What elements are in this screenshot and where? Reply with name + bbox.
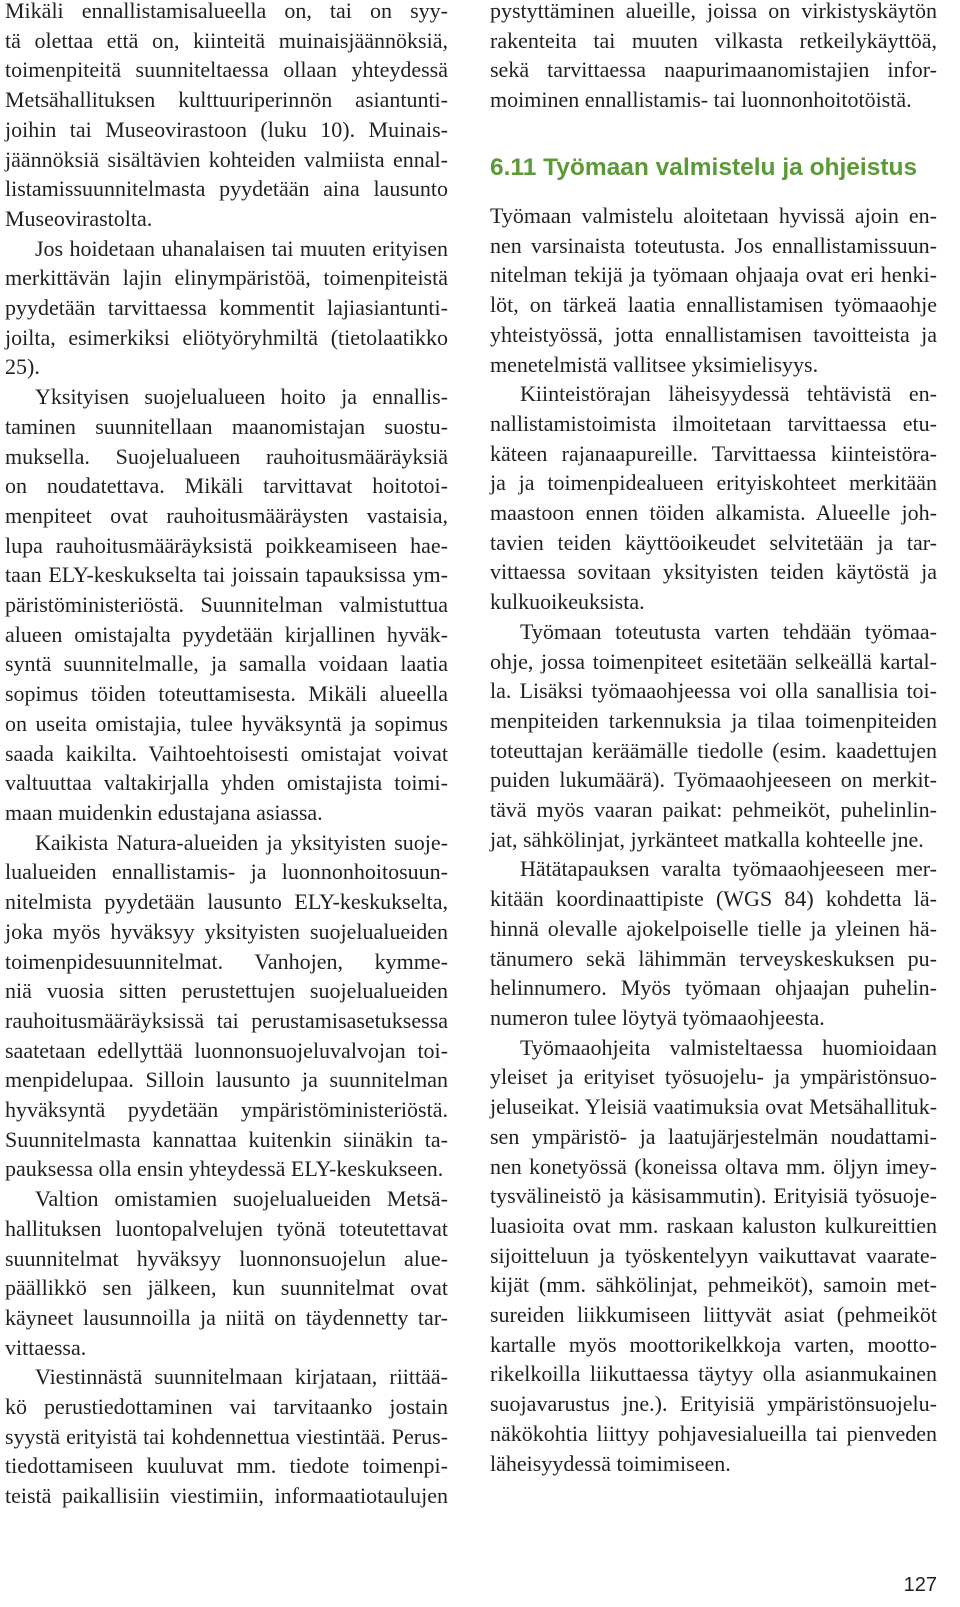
text-line: menpiteet ovat rauhoitusmääräysten vastaisia, bbox=[5, 502, 448, 528]
text-line: menpiteiden tarkennuksia ja tilaa toimenpiteiden bbox=[490, 707, 937, 733]
text-line: Työmaaohjeita valmisteltaessa huomioidaan bbox=[520, 1034, 937, 1060]
text-line: on useita omistajia, tulee hyväksyntä ja sopimus bbox=[5, 710, 448, 736]
text-line: hyväksyntä pyydetään ympäristöministeriöstä. bbox=[5, 1097, 448, 1123]
paragraph bbox=[5, 382, 448, 828]
text-line: pyydetään tarvittaessa kommentit lajiasiantunti- bbox=[5, 295, 448, 321]
text-line: löt, on tärkeä laatia ennallistamisen työmaaohje bbox=[490, 292, 937, 318]
text-line: saatetaan edellyttää luonnonsuojeluvalvojan toi- bbox=[5, 1037, 448, 1063]
text-line: tä olettaa että on, kiinteitä muinaisjäännöksiä, bbox=[5, 27, 448, 53]
text-line: sijoitteluun ja työskentelyyn vaikuttavat vaarate- bbox=[490, 1242, 937, 1268]
text-line: muksella. Suojelualueen rauhoitusmääräyksiä bbox=[5, 443, 448, 469]
text-line: jat, sähkölinjat, jyrkänteet matkalla kohteelle jne. bbox=[490, 826, 924, 852]
text-line: rauhoitusmääräyksissä tai perustamisasetuksessa bbox=[5, 1007, 448, 1033]
left-column bbox=[5, 0, 448, 1511]
text-line: maan muidenkin edustajana asiassa. bbox=[5, 799, 323, 825]
text-line: merkittävän lajin elinympäristöä, toimenpiteistä bbox=[5, 265, 448, 291]
text-line: yhteistyössä, jotta ennallistamisen tavoitteista ja bbox=[490, 321, 937, 347]
paragraph bbox=[490, 854, 937, 1032]
text-line: sureiden liikkumiseen liittyvät asiat (pehmeiköt bbox=[490, 1302, 937, 1328]
text-line: käteen rajanaapureille. Tarvittaessa kiinteistöra- bbox=[490, 440, 937, 466]
text-line: Yksityisen suojelualueen hoito ja ennallis- bbox=[35, 384, 448, 410]
text-line: joihin tai Museovirastoon (luku 10). Muinais- bbox=[5, 116, 448, 142]
text-line: la. Lisäksi työmaaohjeessa voi olla sanallisia toi- bbox=[490, 678, 937, 704]
text-line: listamissuunnitelmasta pyydetään aina lausunto bbox=[5, 176, 448, 202]
text-line: lualueiden ennallistamis- ja luonnonhoitosuun- bbox=[5, 859, 448, 885]
text-line: on noudatettava. Mikäli tarvittavat hoitotoi- bbox=[5, 473, 448, 499]
text-line: päällikkö sen jälkeen, kun suunnitelmat ovat bbox=[5, 1275, 448, 1301]
text-line: pystyttäminen alueille, joissa on virkistyskäytön bbox=[490, 0, 937, 23]
text-line: kitään koordinaattipiste (WGS 84) kohdetta lä- bbox=[490, 886, 937, 912]
text-line: maastoon ennen töiden alkamista. Alueelle joh- bbox=[490, 500, 937, 526]
text-line: Hätätapauksen varalta työmaaohjeeseen mer- bbox=[520, 856, 937, 882]
paragraph bbox=[490, 1033, 937, 1479]
text-line: taminen suunnitellaan maanomistajan suostu- bbox=[5, 413, 448, 439]
text-line: tiedottamiseen kuuluvat mm. tiedote toimenpi- bbox=[5, 1453, 448, 1479]
text-line: alueen omistajalta pyydetään kirjallinen hyväk- bbox=[5, 621, 448, 647]
text-line: pauksessa olla ensin yhteydessä ELY-keskukseen. bbox=[5, 1156, 444, 1182]
text-line: sen ympäristö- ja laatujärjestelmän noudattami- bbox=[490, 1123, 937, 1149]
paragraph bbox=[490, 617, 937, 855]
text-line: rakenteita tai muuten vilkasta retkeilykäyttöä, bbox=[490, 27, 937, 53]
text-line: suunnitelmat hyväksyy luonnonsuojelun alue- bbox=[5, 1245, 448, 1271]
text-line: Kaikista Natura-alueiden ja yksityisten suoje- bbox=[35, 829, 448, 855]
text-line: moiminen ennallistamis- tai luonnonhoitotöistä. bbox=[490, 87, 912, 113]
text-line: syntä suunnitelmalle, ja samalla voidaan laatia bbox=[5, 651, 448, 677]
text-line: sopimus töiden toteuttamisesta. Mikäli alueella bbox=[5, 681, 448, 707]
text-line: päristöministeriöstä. Suunnitelman valmistuttua bbox=[5, 592, 448, 618]
text-line: nen konetyössä (koneissa oltava mm. öljyn imey- bbox=[490, 1153, 937, 1179]
paragraph bbox=[5, 0, 448, 234]
text-line: sekä tarvittaessa naapurimaanomistajien infor- bbox=[490, 57, 937, 83]
text-line: nitelman tekijä ja työmaan ohjaaja ovat eri henki- bbox=[490, 262, 937, 288]
page-number: 127 bbox=[903, 1574, 937, 1596]
text-line: luasioita ovat mm. raskaan kaluston kulkureittien bbox=[490, 1212, 937, 1238]
text-line: Valtion omistamien suojelualueiden Metsä- bbox=[35, 1186, 448, 1212]
text-line: hinnä olevalle ajokelpoiselle tielle ja yleinen hä- bbox=[490, 915, 937, 941]
paragraph bbox=[490, 379, 937, 617]
section-heading: 6.11 Työmaan valmistelu ja ohjeistus bbox=[490, 154, 918, 181]
text-line: nen varsinaista toteutusta. Jos ennallistamissuun- bbox=[490, 232, 937, 258]
text-line: numeron tulee löytyä työmaaohjeesta. bbox=[490, 1004, 825, 1030]
text-line: rikelkoilla liikuttaessa täytyy olla asianmukainen bbox=[490, 1361, 937, 1387]
text-line: suojavarustus jne.). Erityisiä ympäristönsuojelu- bbox=[490, 1391, 937, 1417]
text-line: tävä myös vaaran paikat: pehmeiköt, puhelinlin- bbox=[490, 797, 937, 823]
text-line: yleiset ja erityiset työsuojelu- ja ympäristönsuo- bbox=[490, 1064, 937, 1090]
paragraph bbox=[5, 234, 448, 383]
text-line: ja ja toimenpidealueen erityiskohteet merkitään bbox=[490, 470, 937, 496]
text-line: toimenpiteitä suunniteltaessa ollaan yhteydessä bbox=[5, 57, 448, 83]
text-line: hallituksen luontopalvelujen työnä toteutettavat bbox=[5, 1215, 448, 1241]
text-line: joka myös hyväksyy yksityisten suojelualueiden bbox=[5, 918, 448, 944]
text-line: näkökohtia liittyy pohjavesialueilla tai pienveden bbox=[490, 1420, 937, 1446]
text-line: helinnumero. Myös työmaan ohjaajan puhelin- bbox=[490, 975, 937, 1001]
paragraph bbox=[5, 1184, 448, 1362]
text-line: Viestinnästä suunnitelmaan kirjataan, riittää- bbox=[35, 1364, 448, 1390]
text-line: syystä erityistä tai kohdennettua viestintää. Perus- bbox=[5, 1423, 448, 1449]
text-line: puiden lukumäärä). Työmaaohjeeseen on merkit- bbox=[490, 767, 937, 793]
paragraph bbox=[5, 1362, 448, 1511]
text-line: Museovirastolta. bbox=[5, 205, 153, 231]
text-line: Jos hoidetaan uhanalaisen tai muuten erityisen bbox=[35, 235, 448, 261]
text-line: nallistamistoimista ilmoitetaan tarvittaessa etu- bbox=[490, 410, 937, 436]
text-line: Työmaan valmistelu aloitetaan hyvissä ajoin en- bbox=[490, 203, 937, 228]
text-line: jäännöksiä sisältävien kohteiden valmiista ennal- bbox=[5, 146, 448, 172]
text-line: tavien teiden käyttöoikeudet selvitetään ja tar- bbox=[490, 529, 937, 555]
right-column bbox=[490, 201, 937, 1478]
text-line: taan ELY-keskukselta tai joissain tapauksissa ym- bbox=[5, 562, 448, 588]
text-line: toteuttajan keräämälle tiedolle (esim. kaadettujen bbox=[490, 737, 937, 763]
text-line: Kiinteistörajan läheisyydessä tehtävistä en- bbox=[520, 381, 937, 407]
paragraph bbox=[5, 828, 448, 1184]
text-line: Suunnitelmasta kannattaa kuitenkin siinäkin ta- bbox=[5, 1126, 448, 1152]
right-column-continuation bbox=[490, 0, 937, 115]
text-line: menpidelupaa. Silloin lausunto ja suunnitelman bbox=[5, 1067, 448, 1093]
paragraph bbox=[490, 201, 937, 379]
text-line: valtuuttaa valtakirjalla yhden omistajista toimi- bbox=[5, 770, 448, 796]
text-line: 25). bbox=[5, 354, 40, 380]
text-line: toimenpidesuunnitelmat. Vanhojen, kymme- bbox=[5, 948, 448, 974]
text-line: menetelmistä vallitsee yksimielisyys. bbox=[490, 351, 819, 377]
text-line: nitelmista pyydetään lausunto ELY-keskukselta, bbox=[5, 889, 448, 915]
text-line: joilta, esimerkiksi eliötyöryhmiltä (tietolaatikko bbox=[5, 324, 448, 350]
text-line: Metsähallituksen kulttuuriperinnön asiantunti- bbox=[5, 87, 448, 113]
paragraph bbox=[490, 0, 937, 115]
text-line: kulkuoikeuksista. bbox=[490, 589, 645, 615]
text-line: käyneet lausunnoilla ja niitä on täydennetty tar- bbox=[5, 1304, 448, 1330]
text-line: ohje, jossa toimenpiteet esitetään selkeällä kartal- bbox=[490, 648, 937, 674]
text-line: vittaessa sovitaan yksityisten teiden käytöstä ja bbox=[490, 559, 937, 585]
text-line: kijät (mm. sähkölinjat, pehmeiköt), samoin met- bbox=[490, 1272, 937, 1298]
text-line: tysvälineistö ja käsisammutin). Erityisiä työsuoje- bbox=[490, 1183, 937, 1209]
text-line: teistä paikallisiin viestimiin, informaatiotaulujen bbox=[5, 1483, 448, 1509]
text-line: lupa rauhoitusmääräyksistä poikkeamiseen hae- bbox=[5, 532, 448, 558]
text-line: Mikäli ennallistamisalueella on, tai on syy- bbox=[5, 0, 448, 23]
text-line: vittaessa. bbox=[5, 1334, 87, 1360]
text-line: saada kaikilta. Vaihtoehtoisesti omistajat voivat bbox=[5, 740, 448, 766]
text-line: läheisyydessä toimimiseen. bbox=[490, 1450, 731, 1476]
text-line: niä vuosia sitten perustettujen suojelualueiden bbox=[5, 978, 448, 1004]
text-line: kartalle myös moottorikelkkoja varten, mootto- bbox=[490, 1331, 937, 1357]
text-line: Työmaan toteutusta varten tehdään työmaa- bbox=[520, 618, 937, 644]
text-line: kö perustiedottaminen vai tarvitaanko jostain bbox=[5, 1394, 448, 1420]
text-line: tänumero sekä lähimmän terveyskeskuksen pu- bbox=[490, 945, 937, 971]
text-line: jeluseikat. Yleisiä vaatimuksia ovat Metsähallituk- bbox=[490, 1094, 937, 1120]
